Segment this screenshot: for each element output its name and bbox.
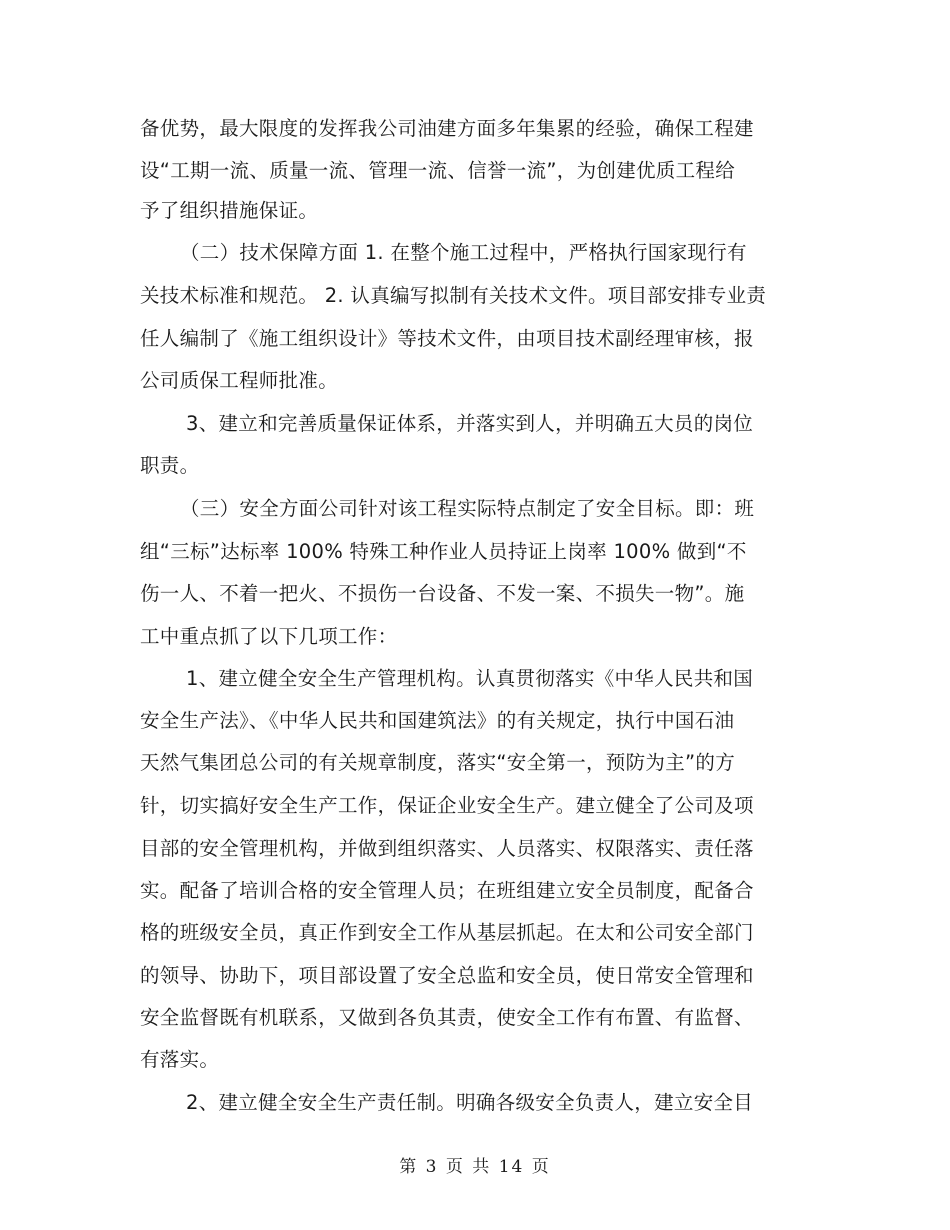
text-line: 目部的安全管理机构，并做到组织落实、人员落实、权限落实、责任落 xyxy=(140,837,754,860)
text-line: 天然气集团总公司的有关规章制度，落实“安全第一，预防为主”的方 xyxy=(140,751,736,774)
text-line: 针，切实搞好安全生产工作，保证企业安全生产。建立健全了公司及项 xyxy=(140,794,754,817)
text-line: 组“三标”达标率 100% 特殊工种作业人员持证上岗率 100% 做到“不 xyxy=(140,540,747,563)
text-line: 有落实。 xyxy=(140,1048,220,1071)
text-line: 1、建立健全安全生产管理机构。认真贯彻落实《中华人民共和国 xyxy=(186,667,754,690)
text-line: （三）安全方面公司针对该工程实际特点制定了安全目标。即：班 xyxy=(180,497,755,520)
text-line: 安全监督既有机联系，又做到各负其责，使安全工作有布置、有监督、 xyxy=(140,1006,754,1029)
text-line: 设“工期一流、质量一流、管理一流、信誉一流”，为创建优质工程给 xyxy=(140,159,736,182)
text-line: 予了组织措施保证。 xyxy=(140,199,319,222)
text-line: 2、建立健全安全生产责任制。明确各级安全负责人，建立安全目 xyxy=(186,1091,754,1114)
text-line: 伤一人、不着一把火、不损伤一台设备、不发一案、不损失一物”。施 xyxy=(140,582,745,605)
page-number-footer: 第 3 页 共 14 页 xyxy=(399,1157,551,1177)
text-line: 安全生产法》、《中华人民共和国建筑法》的有关规定，执行中国石油 xyxy=(140,709,735,732)
text-line: 关技术标准和规范。 2. 认真编写拟制有关技术文件。项目部安排专业责 xyxy=(140,284,767,307)
text-line: 实。配备了培训合格的安全管理人员；在班组建立安全员制度，配备合 xyxy=(140,879,754,902)
text-line: 备优势，最大限度的发挥我公司油建方面多年集累的经验，确保工程建 xyxy=(140,117,754,140)
text-line: 3、建立和完善质量保证体系，并落实到人，并明确五大员的岗位 xyxy=(186,412,754,435)
text-line: 任人编制了《施工组织设计》等技术文件，由项目技术副经理审核，报 xyxy=(140,327,754,350)
text-line: 的领导、协助下，项目部设置了安全总监和安全员，使日常安全管理和 xyxy=(140,964,754,987)
text-line: 公司质保工程师批准。 xyxy=(140,369,339,392)
text-line: （二）技术保障方面 1. 在整个施工过程中，严格执行国家现行有 xyxy=(180,241,747,264)
text-line: 职责。 xyxy=(140,454,200,477)
text-line: 格的班级安全员，真正作到安全工作从基层抓起。在太和公司安全部门 xyxy=(140,921,754,944)
text-line: 工中重点抓了以下几项工作： xyxy=(140,625,398,648)
